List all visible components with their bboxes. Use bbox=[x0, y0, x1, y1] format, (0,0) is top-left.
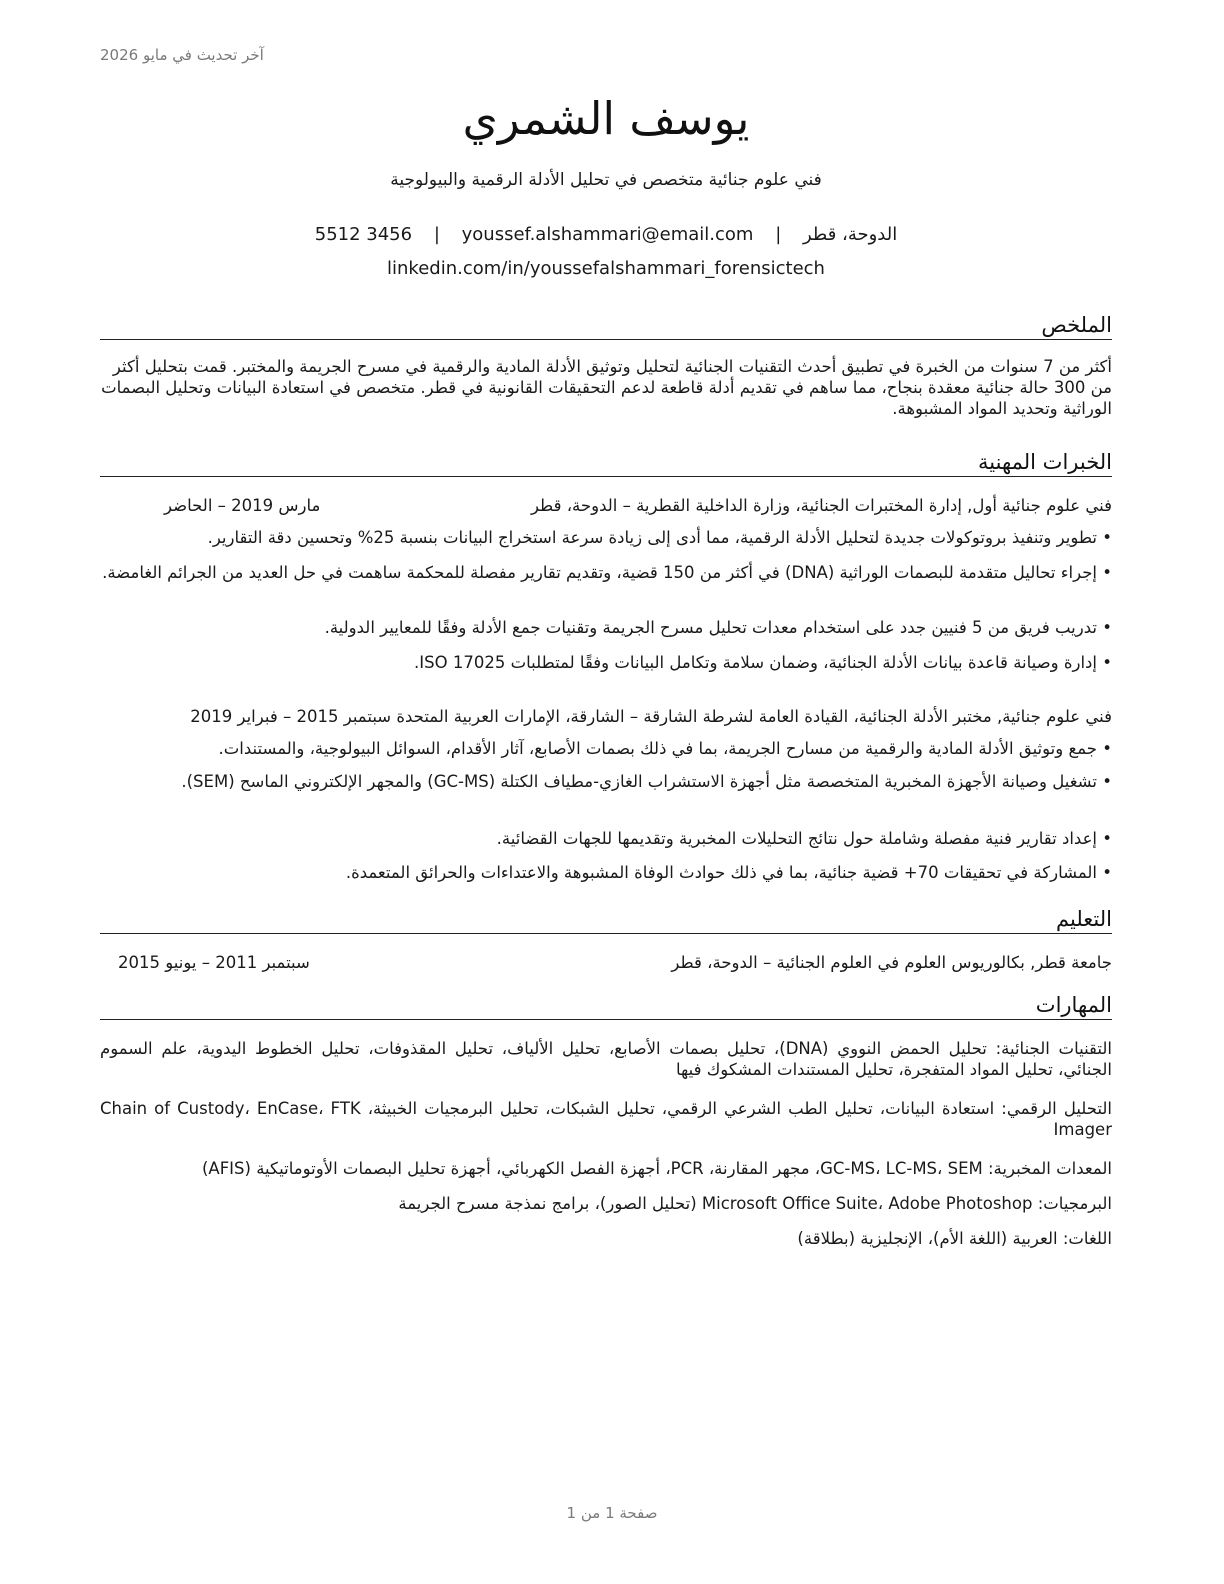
job-1-bullet: • تطوير وتنفيذ بروتوكولات جديدة لتحليل الأدلة الرقمية، مما أدى إلى زيادة سرعة استخراج البيانات بنسبة 25% وتحسين دقة التقارير. bbox=[207, 528, 1112, 547]
section-title-summary: الملخص bbox=[100, 313, 1112, 340]
candidate-name: يوسف الشمري bbox=[462, 92, 750, 145]
skill-languages: اللغات: العربية (اللغة الأم)، الإنجليزية (بطلاقة) bbox=[797, 1229, 1112, 1248]
skill-lab-equipment: المعدات المخبرية: GC-MS، LC-MS، SEM، مجهر المقارنة، PCR، أجهزة الفصل الكهربائي، أجهزة تحليل البصمات الأوتوماتيكية (AFIS) bbox=[201, 1159, 1112, 1178]
page-footer: صفحة 1 من 1 bbox=[566, 1504, 658, 1522]
contact-line bbox=[100, 224, 1112, 245]
job-2-bullet: • المشاركة في تحقيقات 70+ قضية جنائية، بما في ذلك حوادث الوفاة المشبوهة والاعتداءات والحرائق المتعمدة. bbox=[345, 863, 1112, 882]
skill-forensic: التقنيات الجنائية: تحليل الحمض النووي (DNA)، تحليل بصمات الأصابع، تحليل الألياف، تحليل المقذوفات، تحليل الخطوط اليدوية، علم السموم الجنائي، تحليل المواد المتفجرة، تحليل المستندات المشكوك فيها bbox=[100, 1039, 1112, 1079]
linkedin-link[interactable]: linkedin.com/in/youssefalshammari_forensictech bbox=[387, 258, 825, 279]
section-title-skills: المهارات bbox=[100, 993, 1112, 1020]
job-1-title: فني علوم جنائية أول, إدارة المختبرات الجنائية، وزارة الداخلية القطرية – الدوحة، قطر bbox=[530, 496, 1112, 515]
phone-number: 5512 3456 bbox=[314, 224, 413, 245]
skill-software: البرمجيات: Microsoft Office Suite، Adobe Photoshop (تحليل الصور)، برامج نمذجة مسرح الجريمة bbox=[398, 1194, 1112, 1213]
skill-digital: التحليل الرقمي: استعادة البيانات، تحليل الطب الشرعي الرقمي، تحليل الشبكات، تحليل البرمجيات الخبيثة، Chain of Custody، EnCase، FTK Imager bbox=[100, 1099, 1112, 1139]
section-title-education: التعليم bbox=[100, 907, 1112, 934]
summary-text: أكثر من 7 سنوات من الخبرة في تطبيق أحدث التقنيات الجنائية لتحليل وتوثيق الأدلة المادية والرقمية في مسرح الجريمة والمختبر. قمت بتحليل أكثر من 300 حالة جنائية معقدة بنجاح، مما ساهم في تقديم أدلة قاطعة لدعم التحقيقات القانونية في قطر. متخصص في استعادة البيانات وتحليل البصمات الوراثية وتحديد المواد المشبوهة. bbox=[101, 357, 1112, 418]
job-2-title: فني علوم جنائية, مختبر الأدلة الجنائية، القيادة العامة لشرطة الشارقة – الشارقة، الإمارات العربية المتحدة سبتمبر 2015 – فبراير 2019 bbox=[190, 707, 1112, 726]
job-1-date: مارس 2019 – الحاضر bbox=[164, 496, 321, 515]
job-2-bullet: • إعداد تقارير فنية مفصلة وشاملة حول نتائج التحليلات المخبرية وتقديمها للجهات القضائية. bbox=[496, 829, 1112, 848]
job-title: فني علوم جنائية متخصص في تحليل الأدلة الرقمية والبيولوجية bbox=[390, 170, 822, 190]
last-updated: آخر تحديث في مايو 2026 bbox=[100, 46, 264, 64]
job-2-bullet: • تشغيل وصيانة الأجهزة المخبرية المتخصصة مثل أجهزة الاستشراب الغازي-مطياف الكتلة (GC-MS) والمجهر الإلكتروني الماسح (SEM). bbox=[181, 772, 1112, 791]
job-1-bullet: • إجراء تحاليل متقدمة للبصمات الوراثية (DNA) في أكثر من 150 قضية، وتقديم تقارير مفصلة للمحكمة ساهمت في حل العديد من الجرائم الغامضة. bbox=[102, 563, 1112, 582]
education-title: جامعة قطر, بكالوريوس العلوم في العلوم الجنائية – الدوحة، قطر bbox=[671, 953, 1112, 972]
separator: | bbox=[775, 224, 782, 245]
job-1-bullet: • إدارة وصيانة قاعدة بيانات الأدلة الجنائية، وضمان سلامة وتكامل البيانات وفقًا لمتطلبات ISO 17025. bbox=[414, 653, 1112, 672]
email-link[interactable]: youssef.alshammari@email.com bbox=[461, 224, 754, 245]
job-1-bullet: • تدريب فريق من 5 فنيين جدد على استخدام معدات تحليل مسرح الجريمة وتقنيات جمع الأدلة وفقًا للمعايير الدولية. bbox=[324, 618, 1112, 637]
education-date: سبتمبر 2011 – يونيو 2015 bbox=[118, 953, 310, 972]
section-title-experience: الخبرات المهنية bbox=[100, 450, 1112, 477]
resume-page bbox=[100, 0, 1112, 1584]
job-2-bullet: • جمع وتوثيق الأدلة المادية والرقمية من مسارح الجريمة، بما في ذلك بصمات الأصابع، آثار الأقدام، السوائل البيولوجية، والمستندات. bbox=[218, 739, 1112, 758]
separator: | bbox=[433, 224, 440, 245]
location: الدوحة، قطر bbox=[803, 224, 898, 245]
